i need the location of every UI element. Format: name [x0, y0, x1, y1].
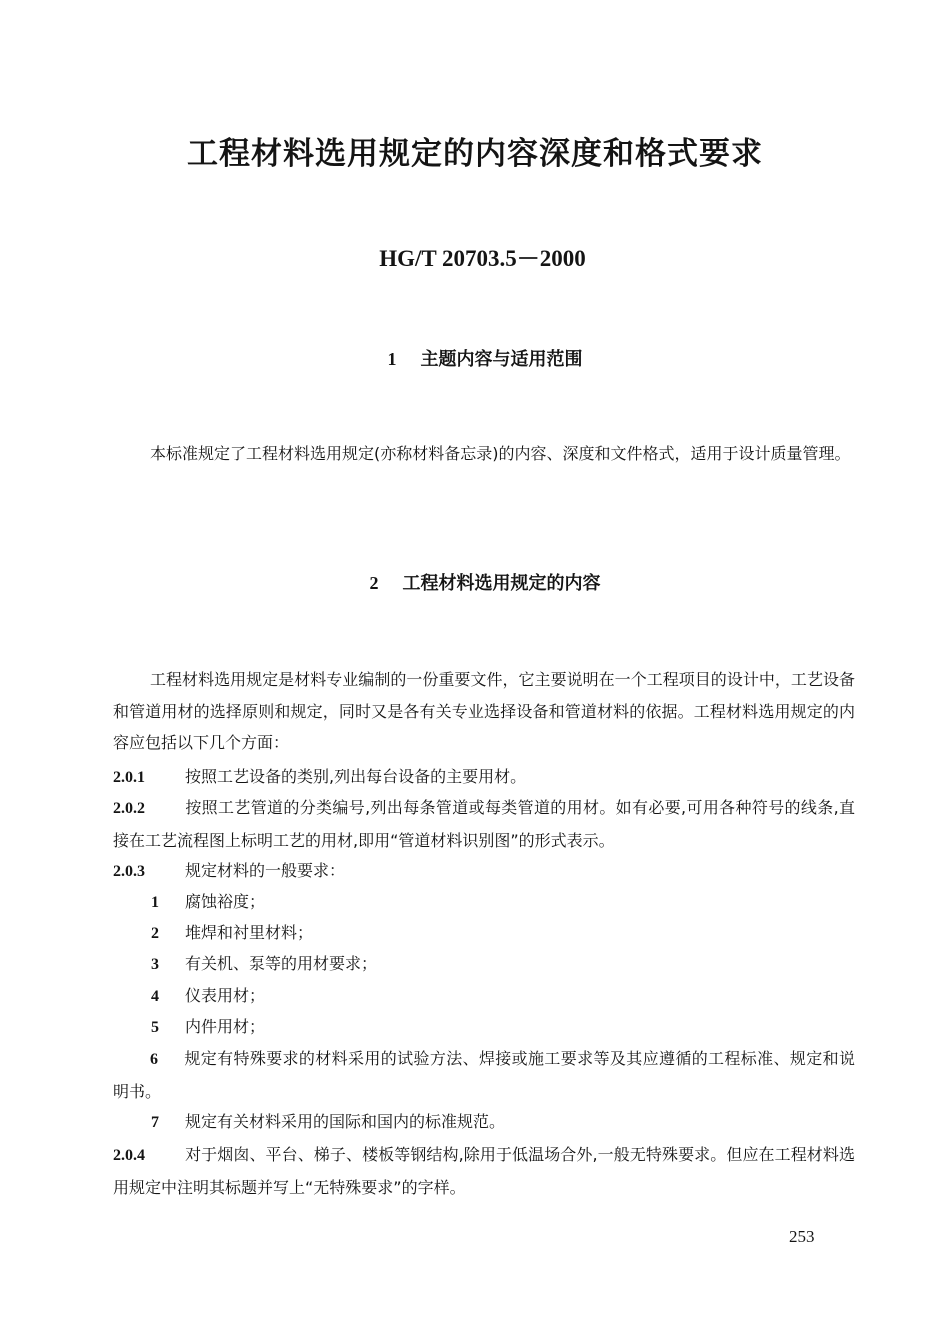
list-item [151, 917, 855, 950]
section-2-intro: 工程材料选用规定是材料专业编制的一份重要文件，它主要说明在一个工程项目的设计中，工艺设备和管道用材的选择原则和规定，同时又是各有关专业选择设备和管道材料的依据。工程材料选用规定的内容应包括以下几个方面： [113, 670, 855, 752]
item-text: 规定有特殊要求的材料采用的试验方法、焊接或施工要求等及其应遵循的工程标准、规定和说明书。 [113, 1049, 855, 1101]
section-1-number: 1 [387, 349, 397, 369]
list-item [151, 1106, 855, 1139]
clause-text: 规定材料的一般要求： [185, 861, 346, 880]
section-1-title: 主题内容与适用范围 [420, 349, 583, 370]
page-title: 工程材料选用规定的内容深度和格式要求 [187, 136, 763, 172]
section-1-paragraph: 本标准规定了工程材料选用规定(亦称材料备忘录)的内容、深度和文件格式，适用于设计质量管理。 [150, 444, 851, 463]
item-number: 6 [150, 1051, 158, 1068]
clause-text: 按照工艺管道的分类编号,列出每条管道或每类管道的用材。如有必要,可用各种符号的线条,直接在工艺流程图上标明工艺的用材,即用“管道材料识别图”的形式表示。 [113, 798, 855, 850]
clause-text: 对于烟囱、平台、梯子、楼板等钢结构,除用于低温场合外,一般无特殊要求。但应在工程材料选用规定中注明其标题并写上“无特殊要求”的字样。 [113, 1145, 855, 1197]
item-number: 4 [151, 988, 159, 1005]
item-text: 堆焊和衬里材料； [185, 923, 314, 942]
clause-number: 2.0.3 [113, 863, 145, 880]
section-1-heading [0, 346, 950, 373]
list-item [151, 1011, 855, 1044]
list-item [113, 1043, 855, 1107]
item-text: 有关机、泵等的用材要求； [185, 954, 378, 973]
list-item [151, 980, 855, 1013]
item-number: 7 [151, 1114, 159, 1131]
item-number: 2 [151, 925, 159, 942]
standard-code: HG/T 20703.5－2000 [379, 246, 586, 271]
list-item [151, 886, 855, 919]
clause-text: 按照工艺设备的类别,列出每台设备的主要用材。 [185, 767, 527, 786]
section-2-title: 工程材料选用规定的内容 [402, 573, 601, 594]
item-number: 5 [151, 1019, 159, 1036]
item-number: 3 [151, 956, 159, 973]
clause-2-0-4 [113, 1139, 855, 1203]
item-text: 内件用材； [185, 1017, 266, 1036]
clause-2-0-2 [113, 792, 855, 856]
item-number: 1 [151, 894, 159, 911]
section-2-number: 2 [369, 573, 379, 593]
page-number: 253 [789, 1227, 815, 1246]
clause-2-0-1 [113, 761, 855, 794]
section-2-heading [0, 570, 950, 597]
clause-number: 2.0.1 [113, 769, 145, 786]
item-text: 仪表用材； [185, 986, 266, 1005]
item-text: 规定有关材料采用的国际和国内的标准规范。 [185, 1112, 506, 1131]
clause-number: 2.0.4 [113, 1147, 145, 1164]
item-text: 腐蚀裕度； [185, 892, 266, 911]
clause-2-0-3 [113, 855, 855, 888]
clause-number: 2.0.2 [113, 800, 145, 817]
list-item [151, 948, 855, 981]
